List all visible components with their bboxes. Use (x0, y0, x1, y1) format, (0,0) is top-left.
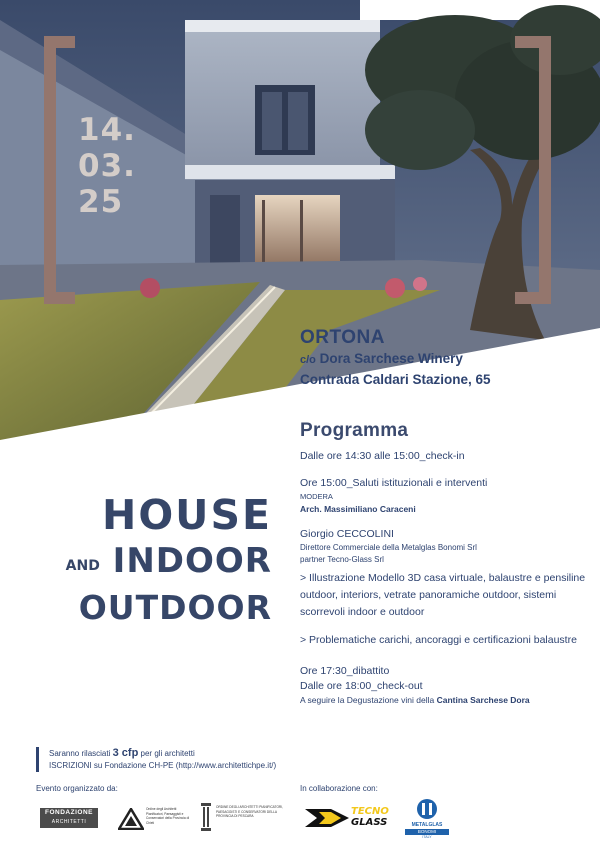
location-venue: Dora Sarchese Winery (319, 351, 463, 366)
credits-line-1 (49, 747, 276, 760)
location-address: Contrada Caldari Stazione, 65 (300, 372, 491, 387)
location-co: c/o (300, 354, 316, 366)
date-year: 25 (78, 184, 124, 220)
program-tasting (300, 694, 595, 706)
partners-label: In collaborazione con: (300, 784, 378, 793)
metalglas-sub: BONOMI (405, 829, 449, 835)
date-month: 03. (78, 148, 136, 184)
program-checkout: Dalle ore 18:00_check-out (300, 680, 423, 692)
logo1-line2: ARCHITETTI (51, 819, 87, 825)
program-greetings: Ore 15:00_Saluti istituzionali e interventi (300, 477, 488, 489)
program-heading: Programma (300, 420, 409, 441)
credits-cfp: 3 cfp (112, 747, 139, 759)
program-debate: Ore 17:30_dibattito (300, 665, 390, 677)
credits-prefix: Saranno rilasciati (49, 749, 111, 758)
program-tasting-prefix: A seguire la Degustazione vini della (300, 695, 435, 705)
credits-registration[interactable]: ISCRIZIONI su Fondazione CH-PE (http://www.architettichpe.it/) (49, 761, 277, 770)
program-block (300, 420, 595, 706)
metalglas-logo (405, 798, 449, 840)
program-speaker-role: Direttore Commerciale della Metalglas Bonomi Srl (300, 543, 477, 552)
tecno-text: TECNO (351, 806, 389, 817)
program-checkin: Dalle ore 14:30 alle 15:00_check-in (300, 450, 465, 462)
tecno-glass-logo (305, 806, 390, 830)
credits-suffix: per gli architetti (140, 749, 195, 758)
logo2-text: Ordine degli Architetti Pianificatori, Paesaggisti e Conservatori della Provincia di Chieti (146, 807, 190, 825)
event-title (52, 490, 272, 629)
logo3-text: ORDINE DEGLI ARCHITETTI PIANIFICATORI, PAESAGGISTI E CONSERVATORI DELLA PROVINCIA DI PESCARA (216, 805, 284, 818)
program-moderator-label: MODERA (300, 492, 333, 501)
logo1-line1: FONDAZIONE (45, 809, 93, 816)
metalglas-mark-icon (416, 798, 438, 820)
credits-block (36, 747, 276, 772)
title-outdoor: OUTDOOR (78, 588, 272, 627)
tecno-glass-wordmark (351, 806, 389, 828)
metalglas-country: ITALY (422, 835, 432, 839)
program-topic-2: > Problematiche carichi, ancoraggi e certificazioni balaustre (300, 634, 577, 646)
program-speaker-partner: partner Tecno-Glass Srl (300, 555, 384, 564)
date-day: 14. (78, 112, 136, 148)
fondazione-architetti-logo (40, 808, 98, 828)
title-indoor-line (52, 540, 272, 587)
triangle-icon (118, 808, 144, 830)
location-city: ORTONA (300, 327, 385, 348)
title-and: AND (65, 558, 100, 574)
column-icon (200, 802, 212, 832)
metalglas-name: METALGLAS (411, 822, 443, 828)
location-venue-line (300, 349, 590, 370)
program-topic-1: > Illustrazione Modello 3D casa virtuale, balaustre e pensiline outdoor, interiors, vetrate panoramiche outdoor, sistemi scorrevoli indoor e outdoor (300, 572, 586, 618)
program-moderator-name: Arch. Massimiliano Caraceni (300, 504, 416, 514)
title-indoor: INDOOR (112, 541, 272, 581)
glass-text: GLASS (351, 817, 388, 828)
ordine-chieti-logo (118, 805, 188, 833)
organizers-label: Evento organizzato da: (36, 784, 118, 793)
program-speaker-name: Giorgio CECCOLINI (300, 528, 394, 540)
ordine-pescara-logo (200, 802, 285, 836)
location-block (300, 327, 590, 389)
title-house: HOUSE (102, 491, 272, 539)
arrow-mark-icon (305, 809, 349, 827)
program-tasting-winery: Cantina Sarchese Dora (436, 695, 530, 705)
